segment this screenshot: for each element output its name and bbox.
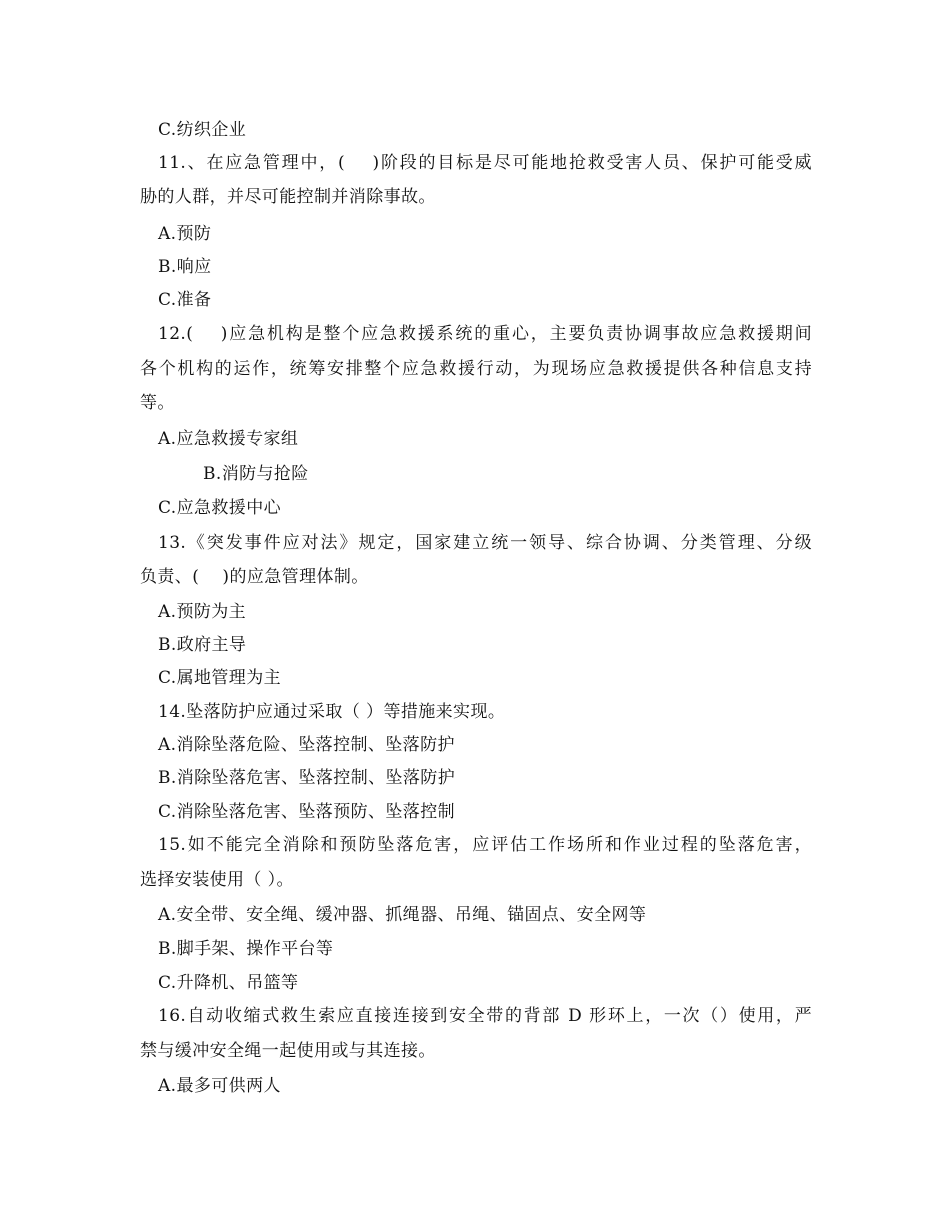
option-b-q14: B.消除坠落危害、坠落控制、坠落防护 (158, 768, 456, 788)
option-a-q11: A.预防 (158, 224, 212, 244)
option-c-q14: C.消除坠落危害、坠落预防、坠落控制 (158, 802, 456, 822)
option-b-q13: B.政府主导 (158, 635, 247, 655)
option-c-q15: C.升降机、吊篮等 (158, 973, 299, 993)
question-16-line-2: 禁与缓冲安全绳一起使用或与其连接。 (140, 1041, 436, 1061)
option-b-q15: B.脚手架、操作平台等 (158, 939, 334, 959)
option-c-q11: C.准备 (158, 290, 212, 310)
option-a-q16: A.最多可供两人 (158, 1076, 281, 1096)
option-a-q15: A.安全带、安全绳、缓冲器、抓绳器、吊绳、锚固点、安全网等 (158, 905, 647, 925)
question-13-line-2: 负责、( )的应急管理体制。 (140, 567, 369, 587)
option-b-q11: B.响应 (158, 257, 212, 277)
option-a-q14: A.消除坠落危险、坠落控制、坠落防护 (158, 735, 455, 755)
option-c-q13: C.属地管理为主 (158, 668, 282, 688)
question-11-line-1: 11.、在应急管理中，( )阶段的目标是尽可能地抢救受害人员、保护可能受威 (158, 153, 812, 173)
question-14: 14.坠落防护应通过采取（ ）等措施来实现。 (158, 702, 506, 722)
option-b-q12: B.消防与抢险 (203, 464, 309, 484)
question-12-line-3: 等。 (140, 393, 175, 413)
option-c-q12: C.应急救援中心 (158, 498, 282, 518)
question-15-line-1: 15.如不能完全消除和预防坠落危害，应评估工作场所和作业过程的坠落危害， (158, 835, 812, 855)
question-12-line-1: 12.( )应急机构是整个应急救援系统的重心，主要负责协调事故应急救援期间 (158, 324, 812, 344)
question-15-line-2: 选择安装使用（ ）。 (140, 870, 294, 890)
question-12-line-2: 各个机构的运作，统筹安排整个应急救援行动，为现场应急救援提供各种信息支持 (140, 359, 812, 379)
option-c-q10: C.纺织企业 (158, 120, 247, 140)
option-a-q13: A.预防为主 (158, 602, 247, 622)
question-16-line-1: 16.自动收缩式救生索应直接连接到安全带的背部 D 形环上，一次（）使用，严 (158, 1006, 812, 1026)
question-13-line-1: 13.《突发事件应对法》规定，国家建立统一领导、综合协调、分类管理、分级 (158, 533, 812, 553)
question-11-line-2: 胁的人群，并尽可能控制并消除事故。 (140, 187, 436, 207)
option-a-q12: A.应急救援专家组 (158, 429, 299, 449)
